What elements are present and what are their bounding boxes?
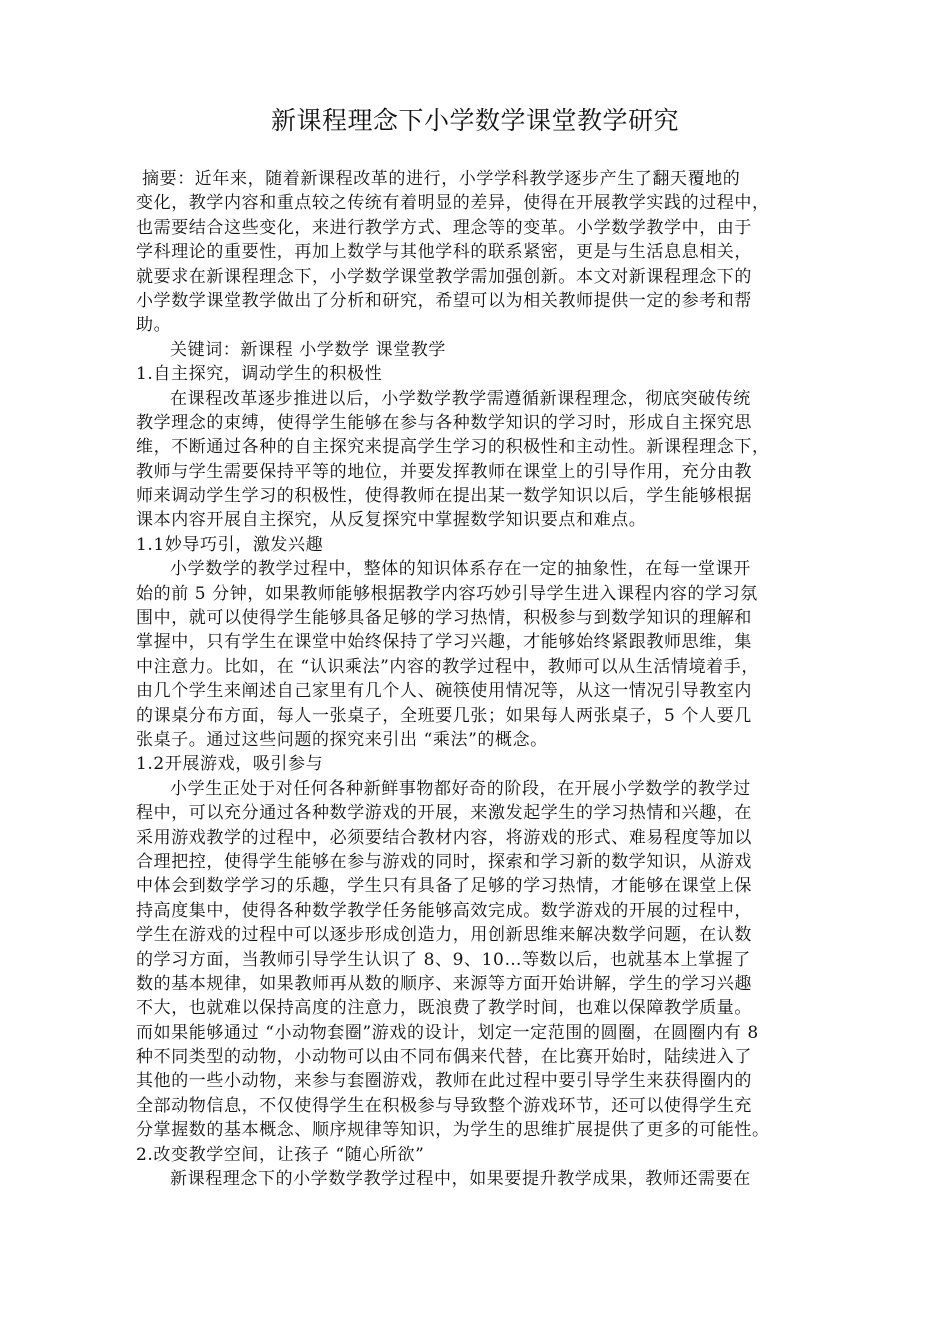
text-line: 其他的一些小动物，来参与套圈游戏，教师在此过程中要引导学生来获得圈内的 <box>136 1071 752 1092</box>
text-line: 采用游戏教学的过程中，必须要结合教材内容，将游戏的形式、难易程度等加以 <box>136 827 752 848</box>
text-line: 课本内容开展自主探究，从反复探究中掌握数学知识要点和难点。 <box>136 510 647 531</box>
text-line: 始的前 5 分钟，如果教师能够根据教学内容巧妙引导学生进入课程内容的学习氛 <box>136 583 758 604</box>
text-line: 中体会到数学学习的乐趣，学生只有具备了足够的学习热情，才能够在课堂上保 <box>136 876 752 897</box>
text-line: 中注意力。比如，在 “认识乘法”内容的教学过程中，教师可以从生活情境着手， <box>136 656 759 677</box>
text-line: 2.改变教学空间，让孩子 “随心所欲” <box>136 1144 425 1165</box>
text-line: 张桌子。通过这些问题的探究来引出 “乘法”的概念。 <box>136 729 548 750</box>
text-line: 1.2开展游戏，吸引参与 <box>136 754 324 775</box>
text-line: 在课程改革逐步推进以后，小学数学教学需遵循新课程理念，彻底突破传统 <box>170 388 751 409</box>
text-line: 种不同类型的动物，小动物可以由不同布偶来代替，在比赛开始时，陆续进入了 <box>136 1047 752 1068</box>
text-line: 持高度集中，使得各种数学教学任务能够高效完成。数学游戏的开展的过程中， <box>136 900 752 921</box>
text-line: 教学理念的束缚，使得学生能够在参与各种数学知识的学习时，形成自主探究思 <box>136 412 752 433</box>
text-line: 助。 <box>136 315 172 336</box>
text-line: 1.自主探究，调动学生的积极性 <box>136 364 383 385</box>
text-line: 也需要结合这些变化，来进行教学方式、理念等的变革。小学数学教学中，由于 <box>136 217 752 238</box>
text-line: 程中，可以充分通过各种数学游戏的开展，来激发起学生的学习热情和兴趣，在 <box>136 803 752 824</box>
text-line: 师来调动学生学习的积极性，使得教师在提出某一数学知识以后，学生能够根据 <box>136 486 752 507</box>
text-line: 小学生正处于对任何各种新鲜事物都好奇的阶段，在开展小学数学的教学过 <box>170 778 751 799</box>
text-line: 而如果能够通过 “小动物套圈”游戏的设计，划定一定范围的圆圈，在圆圈内有 8 <box>136 1022 759 1043</box>
text-line: 分掌握数的基本概念、顺序规律等知识，为学生的思维扩展提供了更多的可能性。 <box>136 1120 770 1141</box>
text-line: 小学数学课堂教学做出了分析和研究，希望可以为相关教师提供一定的参考和帮 <box>136 290 752 311</box>
text-line: 的学习方面，当教师引导学生认识了 8、9、10…等数以后，也就基本上掌握了 <box>136 949 751 970</box>
text-line: 的课桌分布方面，每人一张桌子，全班要几张；如果每人两张桌子，5 个人要几 <box>136 705 752 726</box>
text-line: 1.1妙导巧引，激发兴趣 <box>136 534 324 555</box>
document-body <box>136 167 826 1191</box>
text-line: 教师与学生需要保持平等的地位，并要发挥教师在课堂上的引导作用，充分由教 <box>136 461 752 482</box>
text-line: 新课程理念下的小学数学教学过程中，如果要提升教学成果，教师还需要在 <box>170 1169 751 1190</box>
text-line: 合理把控，使得学生能够在参与游戏的同时，探索和学习新的数学知识，从游戏 <box>136 851 752 872</box>
text-line: 由几个学生来阐述自己家里有几个人、碗筷使用情况等，从这一情况引导教室内 <box>136 681 752 702</box>
text-line: 关键词：新课程 小学数学 课堂教学 <box>170 339 447 360</box>
text-line: 维，不断通过各种的自主探究来提高学生学习的积极性和主动性。新课程理念下， <box>136 437 770 458</box>
text-line: 数的基本规律，如果教师再从数的顺序、来源等方面开始讲解，学生的学习兴趣 <box>136 973 752 994</box>
text-line: 不大，也就难以保持高度的注意力，既浪费了教学时间，也难以保障教学质量。 <box>136 998 752 1019</box>
text-line: 摘要：近年来，随着新课程改革的进行，小学学科教学逐步产生了翻天覆地的 <box>142 169 741 189</box>
text-line: 学生在游戏的过程中可以逐步形成创造力，用创新思维来解决数学问题，在认数 <box>136 925 752 946</box>
text-line: 就要求在新课程理念下，小学数学课堂教学需加强创新。本文对新课程理念下的 <box>136 266 752 287</box>
text-line: 掌握中，只有学生在课堂中始终保持了学习兴趣，才能够始终紧跟教师思维，集 <box>136 632 752 653</box>
text-line: 变化，教学内容和重点较之传统有着明显的差异，使得在开展教学实践的过程中， <box>136 193 770 214</box>
text-line: 学科理论的重要性，再加上数学与其他学科的联系紧密，更是与生活息息相关， <box>136 242 752 263</box>
document-title: 新课程理念下小学数学课堂教学研究 <box>270 106 679 135</box>
text-line: 围中，就可以使得学生能够具备足够的学习热情，积极参与到数学知识的理解和 <box>136 608 752 629</box>
text-line: 小学数学的教学过程中，整体的知识体系存在一定的抽象性，在每一堂课开 <box>170 559 751 580</box>
text-line: 全部动物信息，不仅使得学生在积极参与导致整个游戏环节，还可以使得学生充 <box>136 1095 752 1116</box>
